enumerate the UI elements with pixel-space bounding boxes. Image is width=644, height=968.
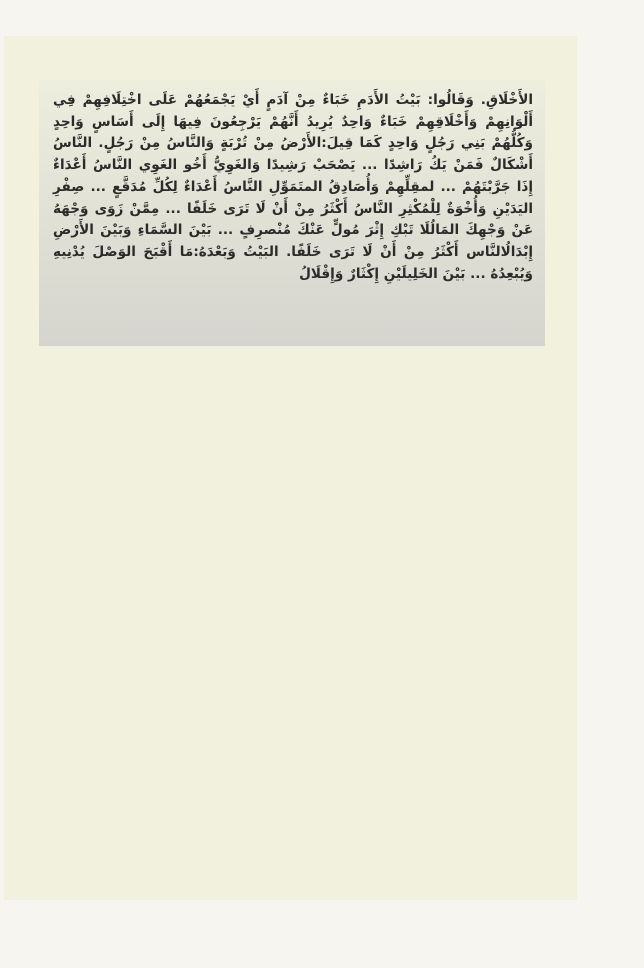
passage-text: الأَخْلَاقِ. وَقَالُوا: بَيْتُ الأَدَمِ خَبَاءٌ مِنْ آدَمٍ أَيْ يَجْمَعُهُمْ عَلَى اخْتِلَافِهِمْ فِي أَلْوَانِهِمْ وَأَخْلَاقِهِمْ خَبَاءٌ وَاحِدٌ يُرِيدُ أَنَّهُمْ يَرْجِعُونَ فِيهَا إِلَى أَسَاسٍ وَاحِدٍ وَكُلُّهُمْ بَنِي رَجُلٍ وَاحِدٍ كَمَا قِيلَ:الأَرْضُ مِنْ تُرْبَةٍ وَالنَّاسُ مِنْ رَجُلٍ. النَّاسُ أَشْكَالٌ فَمَنْ يَكُ رَاشِدًا ... يَصْحَبْ رَشِيدًا وَالغَوِيُّ أَخُو الغَوِي النَّاسُ أَعْدَاءٌ إِذَا جَرَّبْتَهُمْ ... لمقِلِّهِمْ وَأُصَادِقُ المتَمَوِّلِ النَّاسُ أَعْدَاءٌ لِكُلِّ مُدَقَّعٍ ... صِفْرِ اليَدَيْنِ وَأُخْوَةٌ لِلْمُكْثِرِ النَّاسُ أَكْثَرُ مِنْ أَنْ لَا تَرَى خَلَفًا ... مِمَّنْ زَوَى وَجْهَهُ عَنْ وَجْهِكَ المَالُلَا تَبْكِ إِثْرَ مُولٍّ عَنْكَ مُنْصرِفٍ ... بَيْنَ السَّمَاءِ وَبَيْنَ الأَرْضِ إِبْدَالُالنَّاس أَكْثَرُ مِنْ أَنْ لَا تَرَى خَلَفًا. البَيْتُ وَبَعْدَهُ:مَا أَقْبَحَ الوَصْلَ يُدْنِيهِ وَيُبْعِدُهُ ... بَيْنَ الخَلِيلَيْنِ إِكْثَارٌ وَإِقْلَالُ — [53, 92, 533, 282]
document-page — [4, 36, 577, 900]
text-passage-box — [39, 80, 545, 346]
